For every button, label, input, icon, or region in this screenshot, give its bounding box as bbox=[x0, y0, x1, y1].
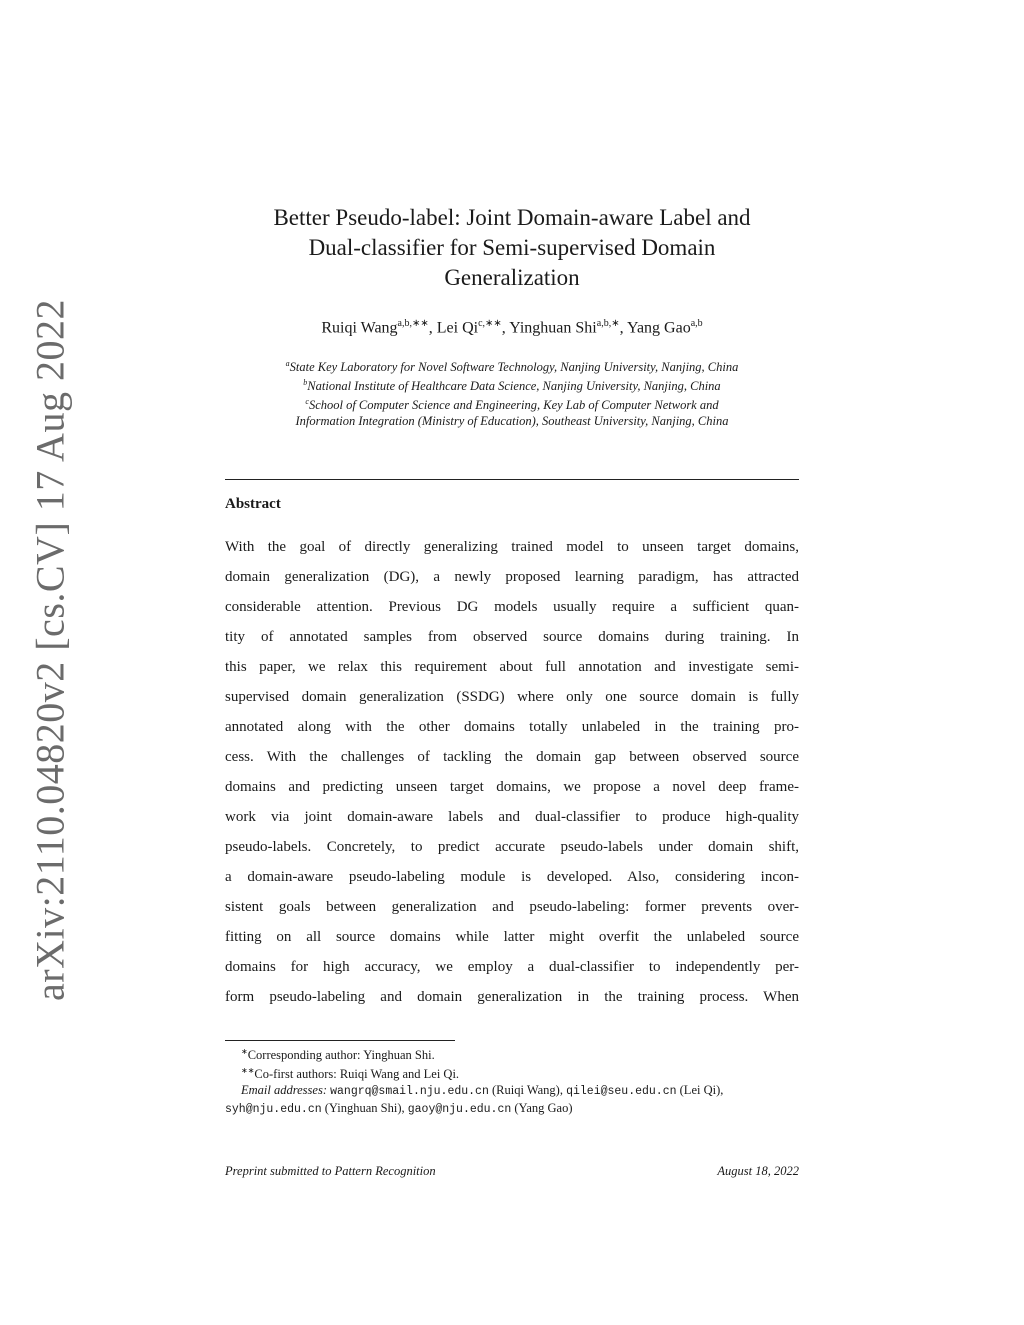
author-separator: , bbox=[501, 319, 510, 337]
abstract-line: domain generalization (DG), a newly proposed learning paradigm, has attracted bbox=[225, 569, 799, 585]
affiliation-line bbox=[215, 394, 809, 413]
arxiv-identifier: arXiv:2110.04820v2 [cs.CV] 17 Aug 2022 bbox=[27, 299, 73, 1001]
footnote-cofirst bbox=[225, 1063, 799, 1082]
email-label: Email addresses: bbox=[241, 1083, 327, 1098]
date-footer: August 18, 2022 bbox=[717, 1164, 799, 1178]
abstract-line: supervised domain generalization (SSDG) where only one source domain is fully bbox=[225, 689, 799, 705]
author-name: Yinghuan Shi bbox=[509, 319, 597, 337]
author-name: Lei Qi bbox=[436, 319, 479, 337]
affiliation-text: Information Integration (Ministry of Education), Southeast University, Nanjing, China bbox=[295, 414, 729, 429]
author-name: Ruiqi Wang bbox=[321, 319, 398, 337]
journal-footer: Preprint submitted to Pattern Recognition bbox=[225, 1164, 436, 1178]
affiliation-text: National Institute of Healthcare Data Science, Nanjing University, Nanjing, China bbox=[307, 379, 721, 394]
affiliation-text: State Key Laboratory for Novel Software Technology, Nanjing University, Nanjing, China bbox=[289, 360, 739, 375]
title-line: Better Pseudo-label: Joint Domain-aware Label and bbox=[273, 205, 751, 230]
email-owner: (Yinghuan Shi), bbox=[321, 1101, 408, 1116]
author-list bbox=[225, 318, 799, 337]
abstract-line: this paper, we relax this requirement about full annotation and investigate semi- bbox=[225, 659, 799, 675]
title-line: Dual-classifier for Semi-supervised Domain bbox=[308, 235, 716, 260]
email-link[interactable]: qilei@seu.edu.cn bbox=[566, 1085, 677, 1099]
paper-title bbox=[225, 203, 799, 293]
abstract-line: fitting on all source domains while latter might overfit the unlabeled source bbox=[225, 929, 799, 945]
abstract-top-rule bbox=[225, 479, 799, 480]
email-owner: (Ruiqi Wang), bbox=[488, 1083, 567, 1098]
footnote-corresponding bbox=[225, 1044, 799, 1063]
affiliation-text: School of Computer Science and Engineering, Key Lab of Computer Network and bbox=[308, 398, 719, 413]
abstract-line: a domain-aware pseudo-labeling module is developed. Also, considering incon- bbox=[225, 869, 799, 885]
author-affil-mark: a,b,∗∗ bbox=[397, 318, 429, 329]
affiliation-mark: b bbox=[303, 378, 308, 388]
abstract-heading: Abstract bbox=[225, 496, 281, 512]
affiliation-line bbox=[215, 413, 809, 429]
affiliation-line bbox=[215, 356, 809, 375]
affiliations bbox=[215, 356, 809, 429]
footnote-mark: ∗∗ bbox=[241, 1066, 255, 1076]
abstract-line: work via joint domain-aware labels and dual-classifier to produce high-quality bbox=[225, 809, 799, 825]
abstract-line: form pseudo-labeling and domain generalization in the training process. When bbox=[225, 989, 799, 1005]
abstract-line: pseudo-labels. Concretely, to predict accurate pseudo-labels under domain shift, bbox=[225, 839, 799, 855]
footnote-rule bbox=[225, 1040, 455, 1041]
footnote-emails-cont bbox=[225, 1100, 799, 1118]
footnote-emails bbox=[225, 1082, 799, 1100]
author-separator: , bbox=[428, 319, 437, 337]
author-separator: , bbox=[619, 319, 627, 337]
email-link[interactable]: wangrq@smail.nju.edu.cn bbox=[330, 1085, 489, 1099]
email-link[interactable]: syh@nju.edu.cn bbox=[225, 1103, 322, 1117]
author-name: Yang Gao bbox=[626, 319, 691, 337]
abstract-line: domains and predicting unseen target domains, we propose a novel deep frame- bbox=[225, 779, 799, 795]
abstract-body bbox=[225, 532, 799, 1012]
footnotes bbox=[225, 1044, 799, 1118]
footnote-text: Corresponding author: Yinghuan Shi. bbox=[247, 1048, 435, 1063]
abstract-line: sistent goals between generalization and pseudo-labeling: former prevents over- bbox=[225, 899, 799, 915]
affiliation-mark: c bbox=[305, 397, 309, 407]
abstract-line: cess. With the challenges of tackling the domain gap between observed source bbox=[225, 749, 799, 765]
abstract-line: considerable attention. Previous DG models usually require a sufficient quan- bbox=[225, 599, 799, 615]
title-line: Generalization bbox=[444, 265, 580, 290]
email-owner: (Yang Gao) bbox=[511, 1101, 573, 1116]
footnote-mark: ∗ bbox=[241, 1047, 248, 1056]
footnote-text: Co-first authors: Ruiqi Wang and Lei Qi. bbox=[254, 1067, 460, 1082]
abstract-line: annotated along with the other domains totally unlabeled in the training pro- bbox=[225, 719, 799, 735]
affiliation-mark: a bbox=[285, 359, 290, 368]
affiliation-line bbox=[215, 375, 809, 394]
author-affil-mark: c,∗∗ bbox=[478, 318, 502, 329]
abstract-line: domains for high accuracy, we employ a dual-classifier to independently per- bbox=[225, 959, 799, 975]
email-link[interactable]: gaoy@nju.edu.cn bbox=[407, 1103, 512, 1117]
abstract-line: With the goal of directly generalizing trained model to unseen target domains, bbox=[225, 539, 799, 555]
email-owner: (Lei Qi), bbox=[676, 1083, 724, 1098]
author-affil-mark: a,b bbox=[690, 318, 703, 329]
author-affil-mark: a,b,∗ bbox=[596, 318, 620, 329]
abstract-line: tity of annotated samples from observed source domains during training. In bbox=[225, 629, 799, 645]
